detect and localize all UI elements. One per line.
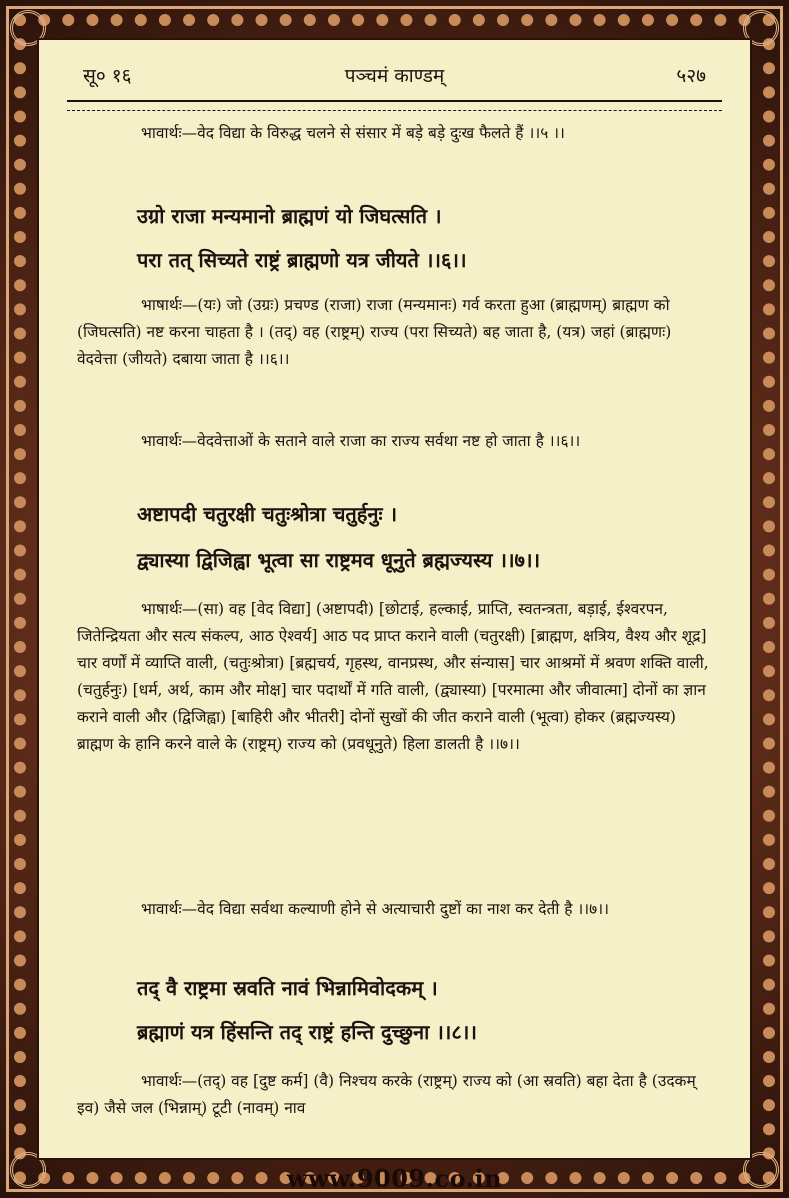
verse-8-line-1: तद् वै राष्ट्रमा स्रवति नावं भिन्नामिवोदकम् । xyxy=(137,976,438,1000)
bhavartha-7: भावार्थः—वेद विद्या सर्वथा कल्याणी होने से अत्याचारी दुष्टों का नाश कर देती है ।।७।। xyxy=(141,900,609,918)
verse-6-line-2: परा तत् सिच्यते राष्ट्रं ब्राह्मणो यत्र जीयते ।।६।। xyxy=(137,248,467,272)
verse-8-line-2: ब्रह्माणं यत्र हिंसन्ति तद् राष्ट्रं हन्ति दुच्छुना ।।८।। xyxy=(137,1020,477,1044)
page-number: ५२७ xyxy=(676,65,706,87)
bhasharth-6: भाषार्थः—(यः) जो (उग्रः) प्रचण्ड (राजा) राजा (मन्यमानः) गर्व करता हुआ (ब्राह्मणम्) ब्राह्मण को (जिघत्सति) नष्ट करना चाहता है । (तद्) वह (राष्ट्रम्) राज्य (परा सिच्यते) बह जाता है, (यत्र) जहां (ब्राह्मणः) वेदवेत्ता (जीयते) दबाया जाता है ।।६।। xyxy=(77,296,672,368)
sukta-number: सू० १६ xyxy=(83,65,132,87)
kanda-title: पञ्चमं काण्डम् xyxy=(344,65,445,87)
verse-7-line-1: अष्टापदी चतुरक्षी चतुःश्रोत्रा चतुर्हनुः । xyxy=(137,502,398,526)
book-page xyxy=(37,38,752,1160)
website-url: www.9009.co.in xyxy=(286,1164,503,1193)
bhasharth-7: भाषार्थः—(सा) वह [वेद विद्या] (अष्टापदी) [छोटाई, हल्काई, प्राप्ति, स्वतन्त्रता, बड़ाई, ईश्वरपन, जितेन्द्रियता और सत्य संकल्प, आठ ऐश्वर्य] आठ पद प्राप्त कराने वाली (चतुरक्षी) [ब्राह्मण, क्षत्रिय, वैश्य और शूद्र] चार वर्णों में व्याप्ति वाली, (चतुःश्रोत्रा) [ब्रह्मचर्य, गृहस्थ, वानप्रस्थ, और संन्यास] चार आश्रमों में श्रवण शक्ति वाली, (चतुर्हनुः) [धर्म, अर्थ, काम और मोक्ष] चार पदार्थों में गति वाली, (द्व्यास्या) [परमात्मा और जीवात्मा] दोनों का ज्ञान कराने वाली और (द्विजिह्वा) [बाहिरी और भीतरी] दोनों सुखों की जीत कराने वाली (भूत्वा) होकर (ब्रह्मज्यस्य) ब्राह्मण के हानि करने वाले के (राष्ट्रम्) राज्य को (प्रवधूनुते) हिला डालती है ।।७।। xyxy=(77,600,709,753)
verse-6-line-1: उग्रो राजा मन्यमानो ब्राह्मणं यो जिघत्सति । xyxy=(137,204,442,228)
bhasharth-8: भावार्थः—(तद्) वह [दुष्ट कर्म] (वै) निश्चय करके (राष्ट्रम्) राज्य को (आ स्रवति) बहा देता है (उदकम् इव) जैसे जल (भिन्नाम्) टूटी (नावम्) नाव xyxy=(77,1072,696,1117)
bhavartha-6: भावार्थः—वेदवेत्ताओं के सताने वाले राजा का राज्य सर्वथा नष्ट हो जाता है ।।६।। xyxy=(141,432,581,450)
bhavartha-5: भावार्थः—वेद विद्या के विरुद्ध चलने से संसार में बड़े बड़े दुःख फैलते हैं ।।५ ।। xyxy=(141,124,565,142)
header-divider xyxy=(67,100,722,111)
verse-7-line-2: द्व्यास्या द्विजिह्वा भूत्वा सा राष्ट्रमव धूनुते ब्रह्मज्यस्य ।।७।। xyxy=(137,548,541,572)
